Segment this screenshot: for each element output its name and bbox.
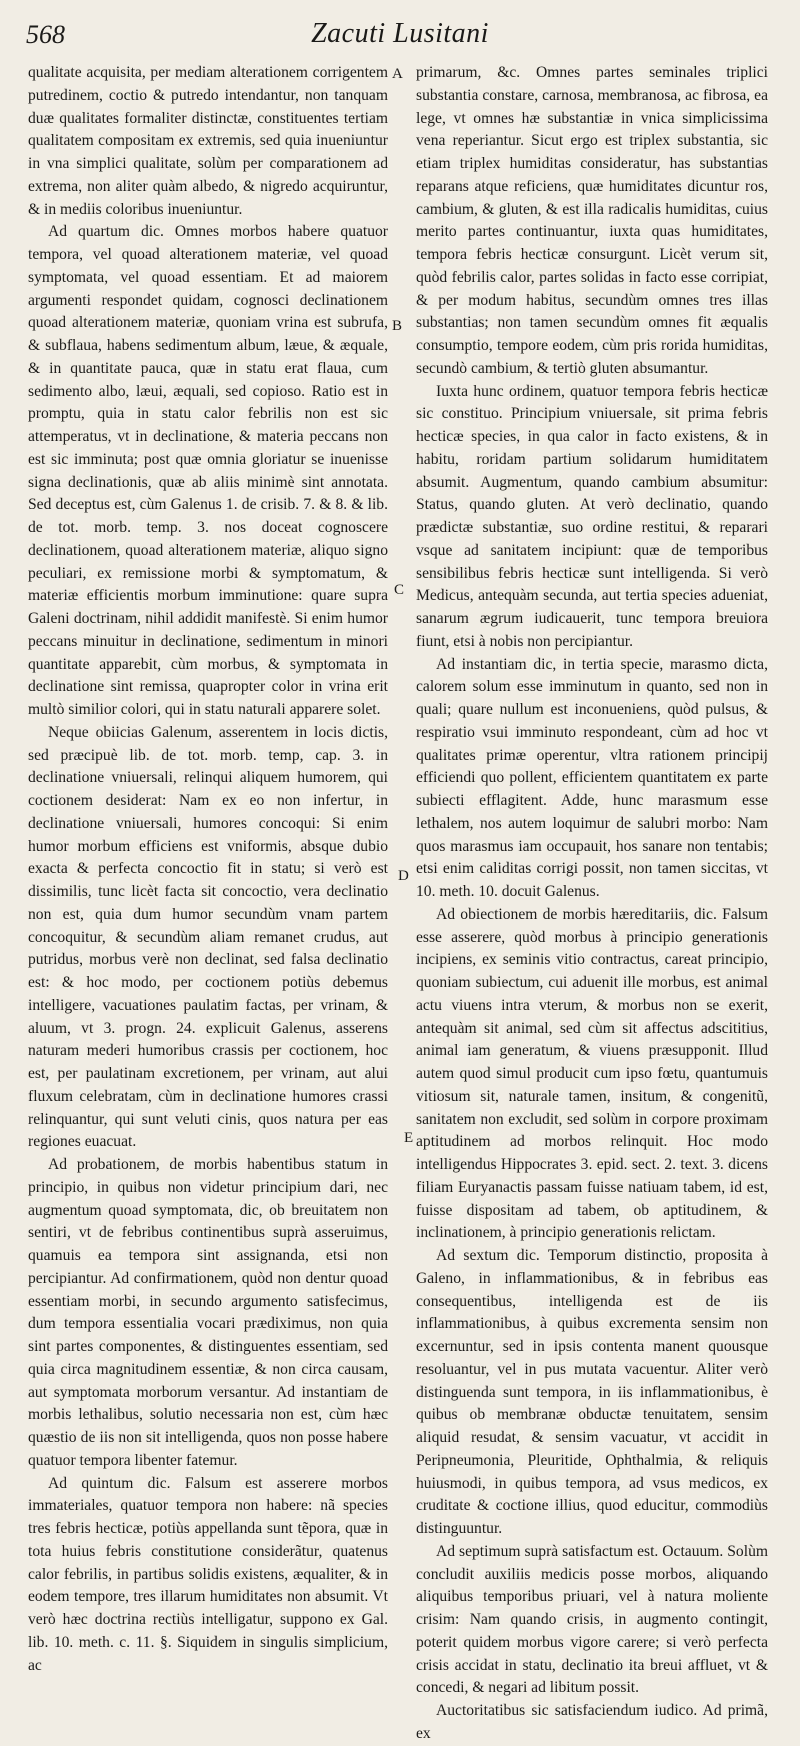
page-number: 568	[26, 20, 65, 49]
running-title: Zacuti Lusitani	[311, 18, 489, 49]
paragraph: Ad probationem, de morbis habentibus statum in principio, in quibus non videtur principium dari, nec augmentum quoad symptomata, dic, ob breuitatem non sentiri, vt de febribus continentibus suprà asseruimus, quamuis ea tempora sint assignanda, etsi non percipiantur. Ad confirmationem, quòd non dentur quoad essentiam morbi, in secundo argumento satisfecimus, dum tempora essentialia vocari prædiximus, non quia sint partes componentes, & distinguentes essentiam, sed quia circa magnitudinem essentiæ, & non circa causam, aut symptomata morborum versantur. Ad instantiam de morbis lethalibus, solutio necessaria non est, cùm hæc quæstio de iis non sit intelligenda, quos non posse habere quatuor tempora libenter fatemur.	[28, 1156, 388, 1469]
margin-letter-a: A	[392, 66, 403, 82]
paragraph: qualitate acquisita, per mediam alterationem corrigentem putredinem, coctio & putredo intendantur, non tanquam duæ qualitates formaliter distinctæ, constituentes tertiam qualitatem compositam ex extremis, sed quia inueniuntur in vna simplici qualitate, solùm per comparationem ad extrema, non aliter quàm albedo, & nigredo acquiruntur, & in mediis coloribus inueniuntur.	[28, 64, 388, 218]
paragraph: Ad septimum suprà satisfactum est. Octauum. Solùm concludit auxiliis medicis posse morbos, aliquando aliquibus temporibus priuari, vel à natura moliente crisim: Nam quando crisis, in augmento contingit, poterit quidem morbus vigore carere; si verò perfecta crisis accidat in statu, declinatio ita breui affluet, vt & concedi, & negari ad libitum possit.	[416, 1542, 768, 1697]
paragraph: Ad quintum dic. Falsum est asserere morbos immateriales, quatuor tempora non habere: nã species tres febris hecticæ, potiùs appellanda sunt tẽpora, quæ in tota huius febris constitutione considerãtur, quatenus calor febrilis, in partibus solidis existens, æqualiter, & in eodem tempore, tres illarum humiditates non absumit. Vt verò hæc doctrina rectiùs intelligatur, suppono ex Gal. lib. 10. meth. c. 11. §. Siquidem in singulis simplicium, ac	[28, 1474, 388, 1674]
right-column	[416, 62, 768, 1742]
paragraph: Ad quartum dic. Omnes morbos habere quatuor tempora, vel quoad alterationem materiæ, vel quoad symptomata, vel quoad essentiam. Et ad maiorem argumenti respondet quidam, cognosci declinationem quoad alterationem materiæ, quoniam vrina est subrufa, & subflaua, habens sedimentum album, læue, & æquale, & in quantitate pauca, quæ in statu erat flaua, cum sedimento albo, læui, æquali, sed copioso. Ratio est in promptu, quia in statu calor febrilis non est sic attemperatus, vt in declinatione, & materia peccans non est sic imminuta; post quæ omnia gloriatur se inuenisse signa declinationis, quæ ab aliis minimè sint annotata. Sed deceptus est, cùm Galenus 1. de crisib. 7. & 8. & lib. de tot. morb. temp. 3. nos doceat cognoscere declinationem, quoad alterationem materiæ, aliquo signo peculiari, ex remissione morbi & symptomatum, & materiæ efficientis morbum imminutione: quare supra Galeni doctrinam, nihil addidit manifestè. Si enim humor peccans minuitur in declinatione, sedimentum in minori quantitate apparebit, cùm morbus, & symptomata in declinatione sint remissa, quapropter color in vrina erit multò similior colori, qui in statu naturali apparere solet.	[28, 223, 388, 718]
paragraph: Ad obiectionem de morbis hæreditariis, dic. Falsum esse asserere, quòd morbus à principio generationis incipiens, ex seminis vitio contractus, careat principio, quoniam subiectum, cui aduenit ille morbus, est animal actu viuens intra vterum, & morbus non se exerit, antequàm sit animal, sed cùm sit affectus adscititius, animal iam generatum, & viuens præsupponit. Illud autem quod simul producit cum ipso fœtu, quantumuis vitiosum sit, naturale tamen, insitum, & congenitũ, sanitatem non excludit, sed solùm in corpore proximam aptitudinem ad morbos relinquit. Hoc modo intelligendus Hippocrates 3. epid. sect. 2. text. 3. dicens filiam Euryanactis passam fuisse natiuam tabem, id est, fuisse dispositam ad tabem, ob aptitudinem, & inclinationem, à principio generationis relictam.	[416, 905, 768, 1242]
margin-letter-e: E	[404, 1130, 414, 1146]
left-column	[28, 62, 388, 1674]
margin-letter-c: C	[394, 582, 405, 598]
paragraph: Neque obiicias Galenum, asserentem in locis dictis, sed præcipuè lib. de tot. morb. temp, cap. 3. in declinatione vniuersali, relinqui aliquem humorem, qui coctionem desiderat: Nam ex eo non infertur, in declinatione vniuersali, humores concoqui: Si enim humor morbum efficiens est vniformis, absque dubio exacta & perfecta concoctio fit in statu; si verò est dissimilis, tunc licèt facta sit concoctio, vera declinatio non est, quia dum humor secundùm vnam partem concoquitur, & secundùm aliam remanet crudus, aut putridus, morbus verè non declinat, sed falsa declinatio est: & hoc modo, per coctionem potiùs debemus intelligere, vacuationes paulatim factas, per vrinam, & aluum, vt 3. progn. 24. explicuit Galenus, asserens naturam mederi humoribus crassis per coctionem, hoc est, per paulatinam excretionem, per vrinam, aut alui fluxum celebratam, cùm in declinatione humores crassi relinquantur, qui sunt veluti cinis, quos natura per eas regiones euacuat.	[28, 723, 388, 1151]
margin-letter-d: D	[398, 868, 409, 884]
paragraph: Auctoritatibus sic satisfaciendum iudico. Ad primã, ex	[416, 1702, 768, 1742]
paragraph: Iuxta hunc ordinem, quatuor tempora febris hecticæ sic constituo. Principium vniuersale, sit prima febris hecticæ species, in qua calor in facto existens, & in habitu, roridam partium solidarum humiditatem absumit. Augmentum, quando cambium absumitur: Status, quando gluten. At verò declinatio, quando prædictæ substantiæ, suo ordine restitui, & reparari vsque ad sanitatem incipiunt: quæ de temporibus sensibilibus febris hecticæ sunt intelligenda. Si verò Medicus, antequàm secunda, aut tertia species adueniat, sanarum ægrum iudicauerit, tunc tempora breuiora fiunt, etsi à nobis non percipiantur.	[416, 382, 768, 650]
paragraph: Ad instantiam dic, in tertia specie, marasmo dicta, calorem solum esse imminutum in quanto, sed non in quali; quare nullum est inconueniens, quòd pulsus, & respiratio vsui imminuto respondeant, cùm ad hoc vt qualitates primæ operentur, vltra rationem principij efficiendi quo pollent, efficientem quantitatem ex parte subiecti efflagitent. Adde, hunc marasmum esse lethalem, nos autem loquimur de salubri morbo: Nam quos marasmus iam occupauit, hos sanare non tentabis; etsi enim caliditas corrigi possit, non tamen siccitas, vt 10. meth. 10. docuit Galenus.	[416, 655, 768, 900]
margin-letter-b: B	[392, 318, 403, 334]
paragraph: Ad sextum dic. Temporum distinctio, proposita à Galeno, in inflammationibus, & in febribus eas consequentibus, intelligenda est de iis inflammationibus, à quibus excrementa sensim non excernuntur, sed in ipsis contenta manent quousque resoluantur, vel in pus mutata vacuentur. Aliter verò distinguenda sunt tempora, in iis inflammationibus, è quibus ob membranæ obductæ tenuitatem, sensim aliquid resudat, & sensim vacuatur, vt accidit in Peripneumonia, Pleuritide, Ophthalmia, & reliquis huiusmodi, in quibus tempora, ad vsus medicos, ex cruditate & coctione illius, quod educitur, commodiùs distinguuntur.	[416, 1247, 768, 1537]
paragraph: primarum, &c. Omnes partes seminales triplici substantia constare, carnosa, membranosa, ac fibrosa, ea lege, vt omnes hæ substantiæ in vnica simplicissima vena reperiantur. Sicut ergo est triplex substantia, sic etiam triplex humiditas consideratur, has substantias reparans atque reficiens, quæ humiditates dicuntur ros, cambium, & gluten, & est illa radicalis humiditas, cuius merito partes continuantur, iuxta quas humiditates, tempora febris hecticæ consurgunt. Licèt verum sit, quòd febrilis calor, partes solidas in facto esse corripiat, & per modum habitus, secundùm omnes tres illas substantias; non tamen secundùm omnes fit æqualis consumptio, tempore eodem, cùm pris rorida humiditas, secundò cambium, & tertiò gluten absumantur.	[416, 64, 768, 377]
